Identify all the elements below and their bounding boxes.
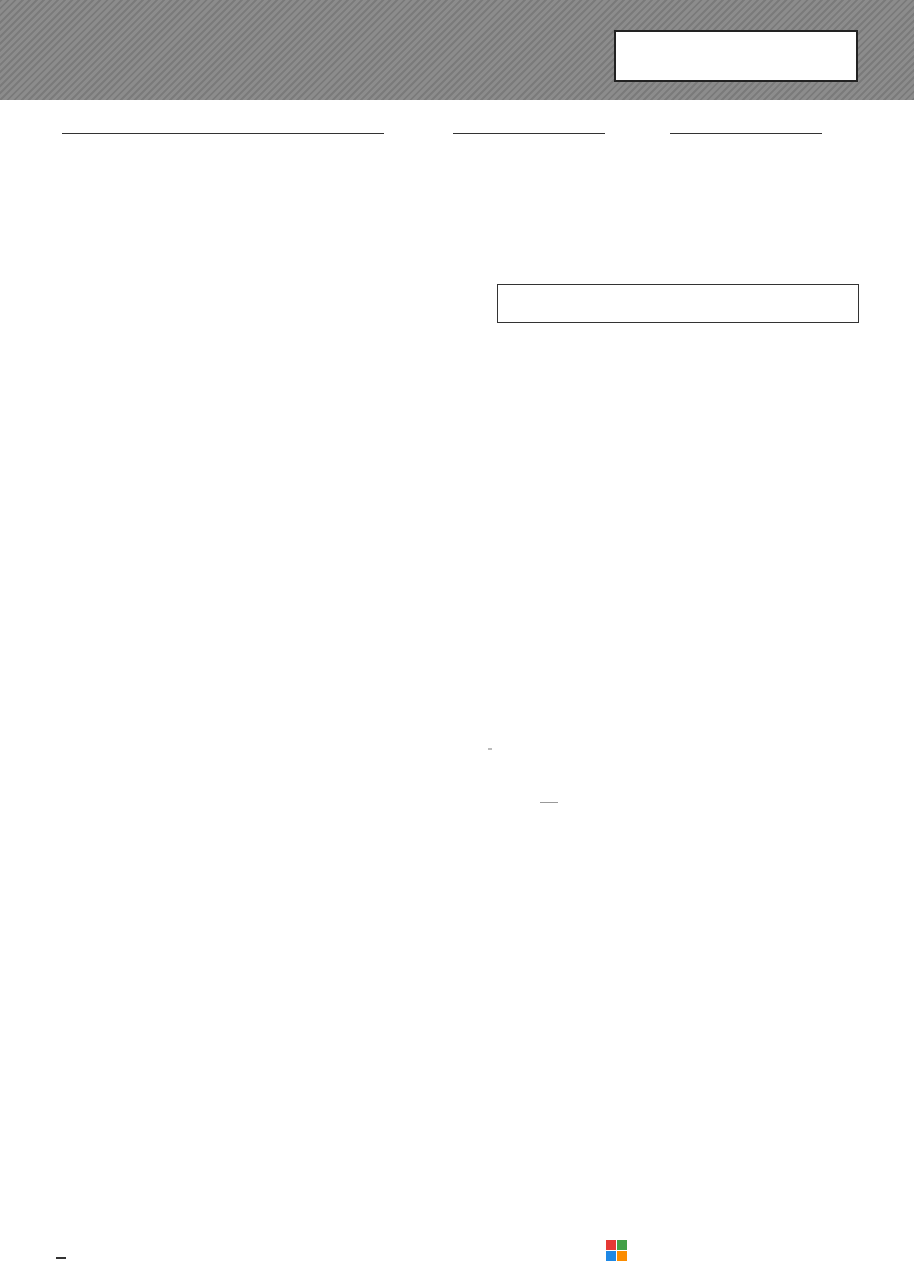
item-text [100, 1099, 448, 1117]
item-text [100, 1059, 448, 1077]
item-number [78, 1059, 100, 1077]
logo-tile [617, 1240, 627, 1250]
item-number [78, 250, 100, 268]
item-number [497, 212, 519, 230]
word-box [497, 284, 859, 323]
class-field[interactable] [447, 120, 605, 134]
list-item [78, 330, 448, 348]
item-text [100, 290, 448, 308]
item-number [78, 1203, 100, 1221]
item-text [100, 250, 448, 268]
item-number [497, 171, 519, 189]
item-text [519, 212, 867, 230]
photocopiable-badge [56, 1257, 66, 1259]
item-text [100, 1203, 448, 1221]
name-field[interactable] [56, 120, 384, 134]
list-item [497, 212, 867, 230]
item-text [100, 452, 448, 470]
item-number [78, 452, 100, 470]
item-text [519, 171, 867, 189]
footer [56, 1250, 76, 1265]
unit-label [614, 30, 858, 82]
item-text [100, 330, 448, 348]
item-number [78, 290, 100, 308]
list-item [78, 1203, 448, 1221]
liveworksheets-watermark [606, 1240, 631, 1261]
list-item [78, 1059, 448, 1077]
stray-mark [540, 802, 558, 803]
liveworksheets-logo-icon [606, 1240, 627, 1261]
item-number [78, 1099, 100, 1117]
item-number [78, 330, 100, 348]
logo-tile [617, 1251, 627, 1261]
logo-tile [606, 1251, 616, 1261]
list-item [78, 391, 448, 409]
student-fields [56, 120, 860, 140]
logo-tile [606, 1240, 616, 1250]
list-item [497, 171, 867, 189]
item-number [78, 391, 100, 409]
list-item [78, 290, 448, 308]
date-field[interactable] [664, 120, 822, 134]
name-line[interactable] [62, 120, 384, 134]
header-banner [0, 0, 914, 100]
item-text [100, 391, 448, 409]
list-item [78, 1099, 448, 1117]
list-item [78, 250, 448, 268]
date-line[interactable] [670, 120, 822, 134]
class-line[interactable] [453, 120, 605, 134]
list-item [78, 452, 448, 470]
stray-mark [488, 748, 492, 750]
